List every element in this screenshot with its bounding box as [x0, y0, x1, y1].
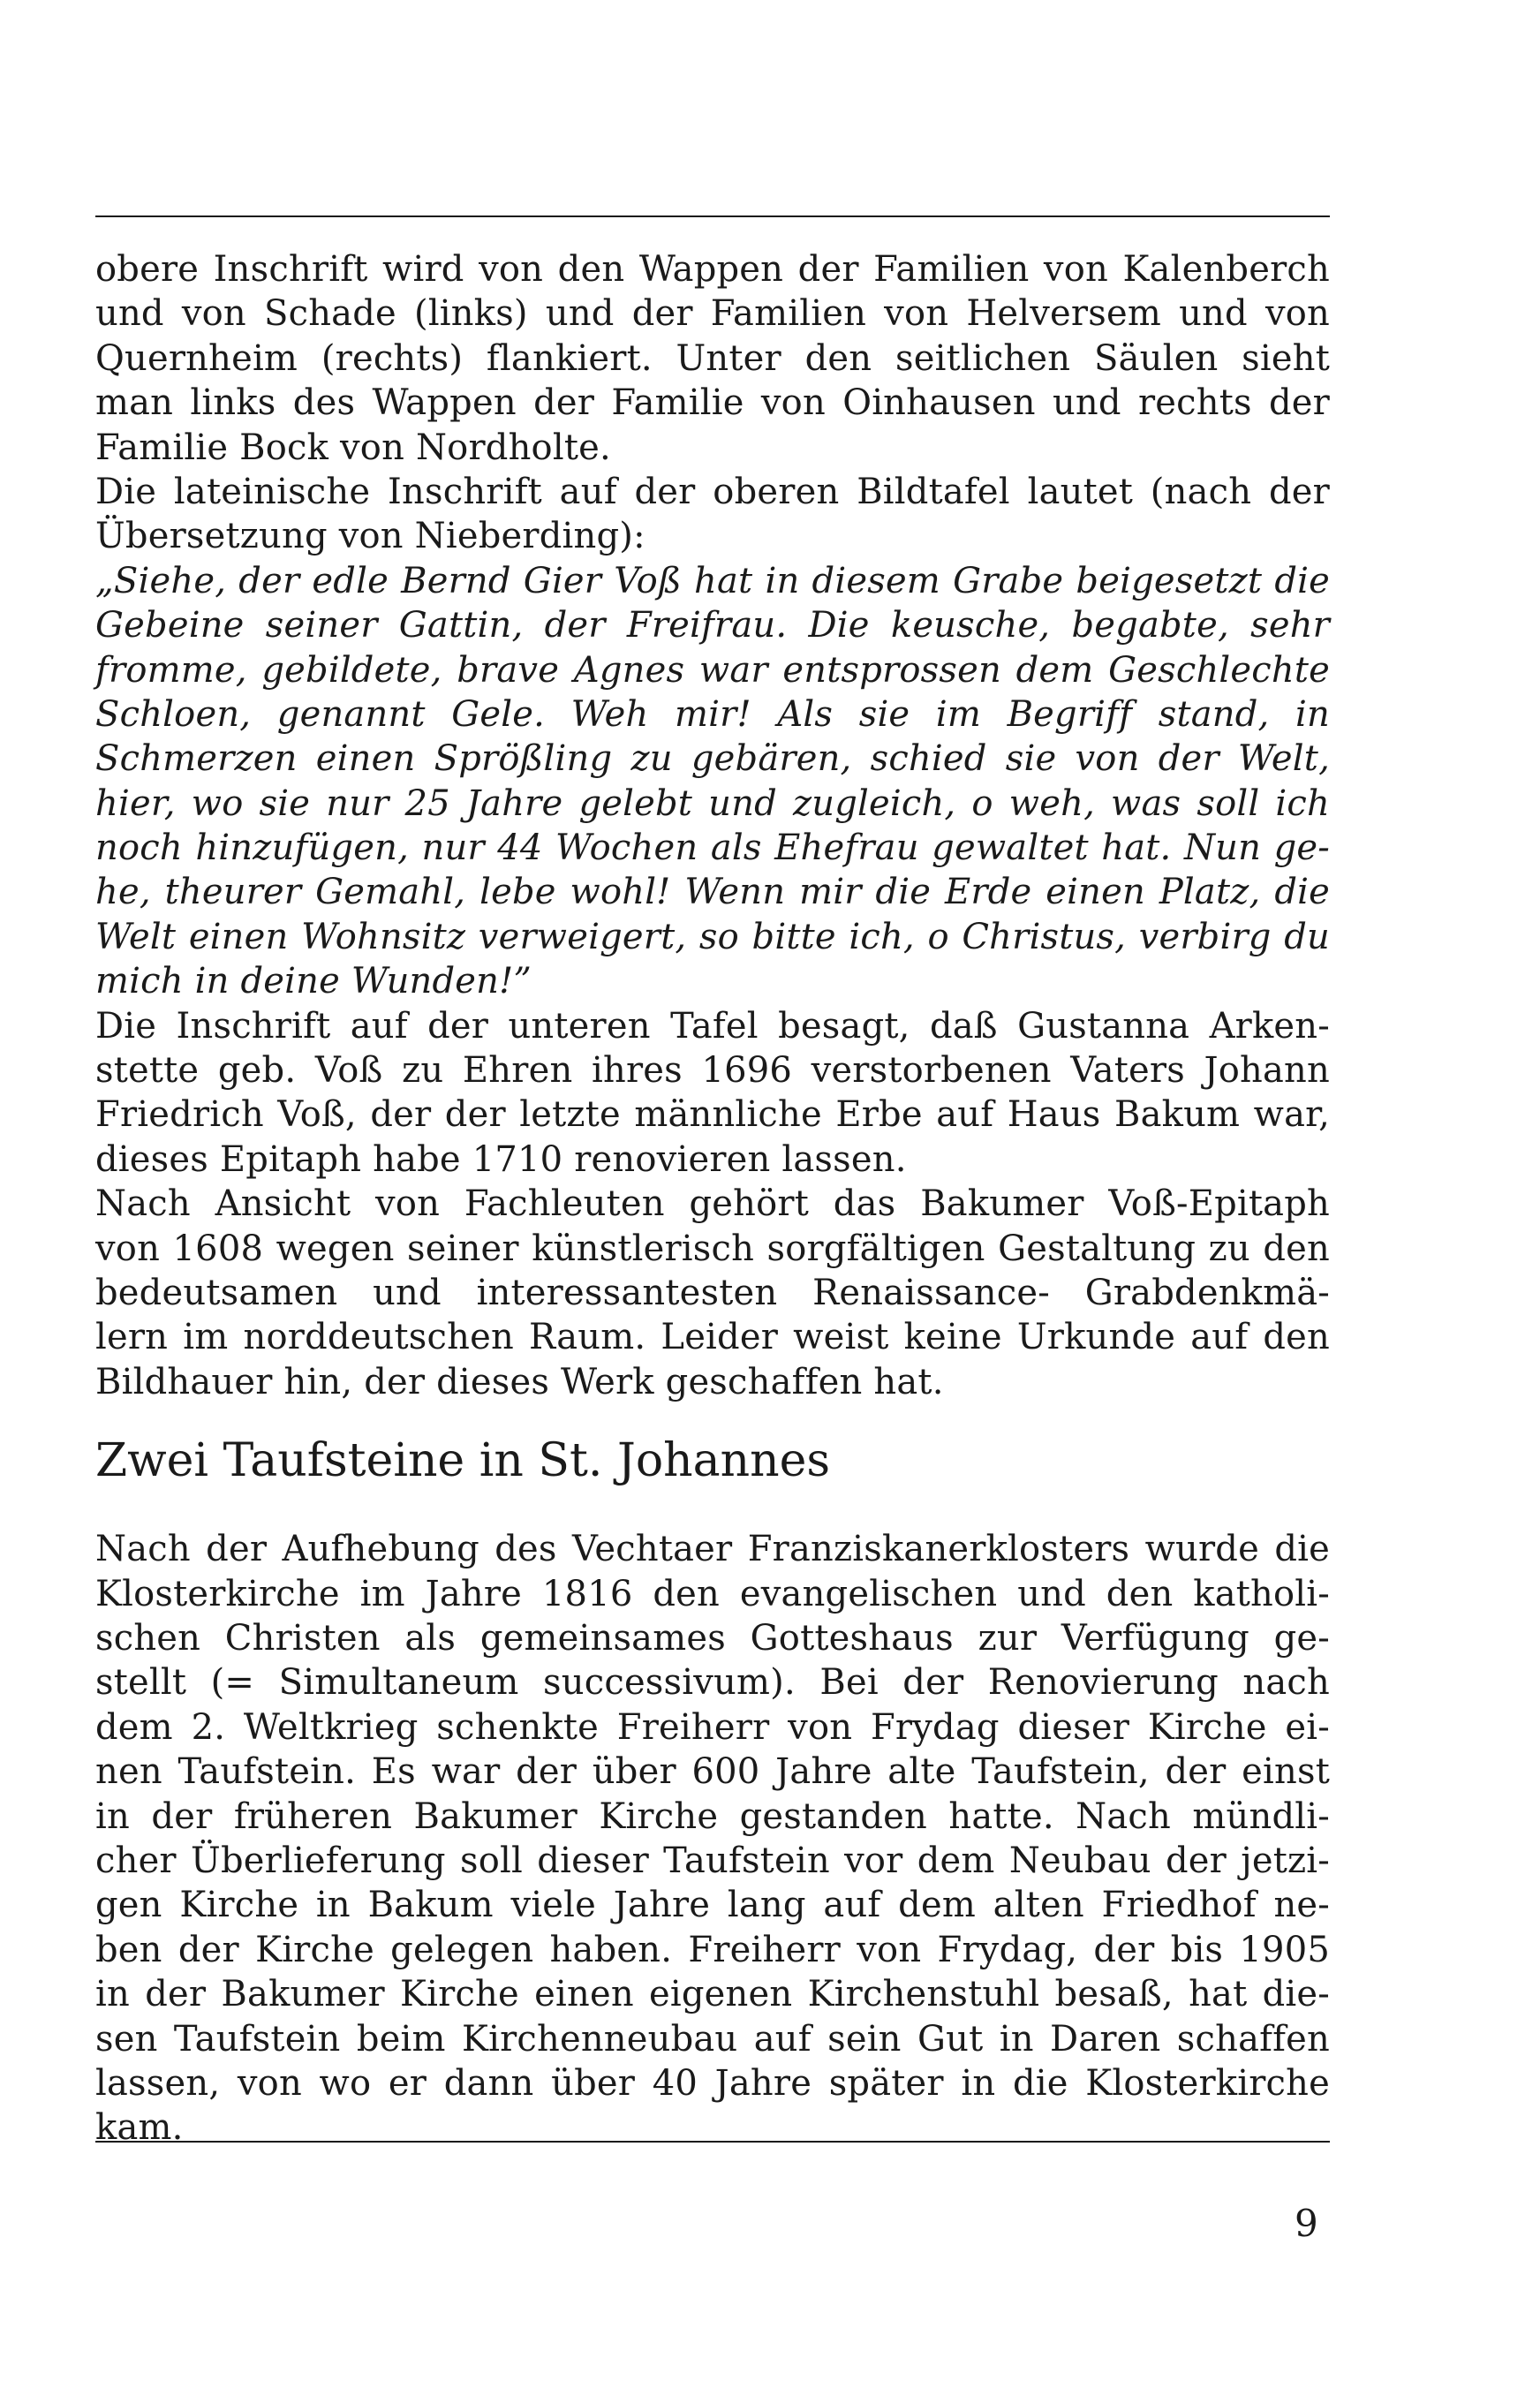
text-line: ben der Kirche gelegen haben. Freiherr von Frydag, der bis 1905 [95, 1929, 1330, 1970]
page-body [95, 247, 1330, 2150]
text-line: stette geb. Voß zu Ehren ihres 1696 verstorbenen Vaters Johann [95, 1050, 1330, 1092]
quote-line: noch hinzufügen, nur 44 Wochen als Ehefrau gewaltet hat. Nun ge- [95, 828, 1330, 869]
quote-line: Welt einen Wohnsitz verweigert, so bitte ich, o Christus, verbirg du [95, 916, 1330, 957]
text-line: Nach der Aufhebung des Vechtaer Franziskanerklosters wurde die [95, 1529, 1330, 1570]
page-number: 9 [1295, 2202, 1318, 2245]
text-line: kam. [95, 2107, 184, 2149]
text-line: lassen, von wo er dann über 40 Jahre später in die Klosterkirche [95, 2063, 1330, 2104]
quote-line: hier, wo sie nur 25 Jahre gelebt und zugleich, o weh, was soll ich [95, 782, 1330, 824]
text-line: Übersetzung von Nieberding): [95, 516, 645, 557]
paragraph-coat-of-arms [95, 247, 1330, 470]
text-line: dieses Epitaph habe 1710 renovieren lassen. [95, 1138, 907, 1180]
inscription-quote [95, 559, 1330, 1004]
text-line: Die lateinische Inschrift auf der oberen Bildtafel lautet (nach der [95, 471, 1330, 512]
text-line: Nach Ansicht von Fachleuten gehört das Bakumer Voß-Epitaph [95, 1183, 1330, 1225]
paragraph-baptismal-font [95, 1527, 1330, 2150]
text-line: man links des Wappen der Familie von Oinhausen und rechts der [95, 382, 1330, 424]
text-line: obere Inschrift wird von den Wappen der Familien von Kalenberch [95, 249, 1330, 290]
text-line: bedeutsamen und interessantesten Renaissance- Grabdenkmä- [95, 1272, 1330, 1313]
text-line: schen Christen als gemeinsames Gotteshaus zur Verfügung ge- [95, 1618, 1330, 1659]
quote-line: he, theurer Gemahl, lebe wohl! Wenn mir die Erde einen Platz, die [95, 872, 1330, 913]
quote-line: Schloen, genannt Gele. Weh mir! Als sie im Begriff stand, in [95, 693, 1330, 735]
text-line: Klosterkirche im Jahre 1816 den evangelischen und den katholi- [95, 1573, 1330, 1614]
text-line: Bildhauer hin, der dieses Werk geschaffen hat. [95, 1361, 944, 1402]
section-heading: Zwei Taufsteine in St. Johannes [95, 1434, 831, 1488]
text-line: Familie Bock von Nordholte. [95, 427, 611, 468]
text-line: und von Schade (links) und der Familien von Helversem und von [95, 293, 1330, 335]
paragraph-lower-tablet [95, 1004, 1330, 1183]
text-line: lern im norddeutschen Raum. Leider weist keine Urkunde auf den [95, 1317, 1330, 1358]
text-line: Quernheim (rechts) flankiert. Unter den seitlichen Säulen sieht [95, 337, 1330, 379]
bottom-rule [95, 2141, 1330, 2143]
text-line: gen Kirche in Bakum viele Jahre lang auf dem alten Friedhof ne- [95, 1885, 1330, 1926]
quote-line: mich in deine Wunden!” [95, 961, 532, 1002]
text-line: Friedrich Voß, der der letzte männliche Erbe auf Haus Bakum war, [95, 1094, 1330, 1136]
quote-line: „Siehe, der edle Bernd Gier Voß hat in diesem Grabe beigesetzt die [95, 560, 1330, 601]
text-line: Die Inschrift auf der unteren Tafel besagt, daß Gustanna Arken- [95, 1005, 1330, 1047]
quote-line: fromme, gebildete, brave Agnes war entsprossen dem Geschlechte [95, 649, 1330, 691]
text-line: nen Taufstein. Es war der über 600 Jahre alte Taufstein, der einst [95, 1751, 1330, 1793]
paragraph-experts [95, 1182, 1330, 1404]
top-rule [95, 215, 1330, 217]
paragraph-latin-inscription [95, 470, 1330, 559]
text-line: sen Taufstein beim Kirchenneubau auf sein Gut in Daren schaffen [95, 2018, 1330, 2060]
quote-line: Schmerzen einen Sprößling zu gebären, schied sie von der Welt, [95, 738, 1330, 780]
text-line: in der Bakumer Kirche einen eigenen Kirchenstuhl besaß, hat die- [95, 1974, 1330, 2015]
text-line: cher Überlieferung soll dieser Taufstein vor dem Neubau der jetzi- [95, 1841, 1330, 1882]
text-line: in der früheren Bakumer Kirche gestanden hatte. Nach mündli- [95, 1795, 1330, 1837]
text-line: stellt (= Simultaneum successivum). Bei der Renovierung nach [95, 1662, 1330, 1704]
text-line: von 1608 wegen seiner künstlerisch sorgfältigen Gestaltung zu den [95, 1228, 1330, 1269]
text-line: dem 2. Weltkrieg schenkte Freiherr von Frydag dieser Kirche ei- [95, 1706, 1330, 1748]
quote-line: Gebeine seiner Gattin, der Freifrau. Die keusche, begabte, sehr [95, 605, 1330, 646]
